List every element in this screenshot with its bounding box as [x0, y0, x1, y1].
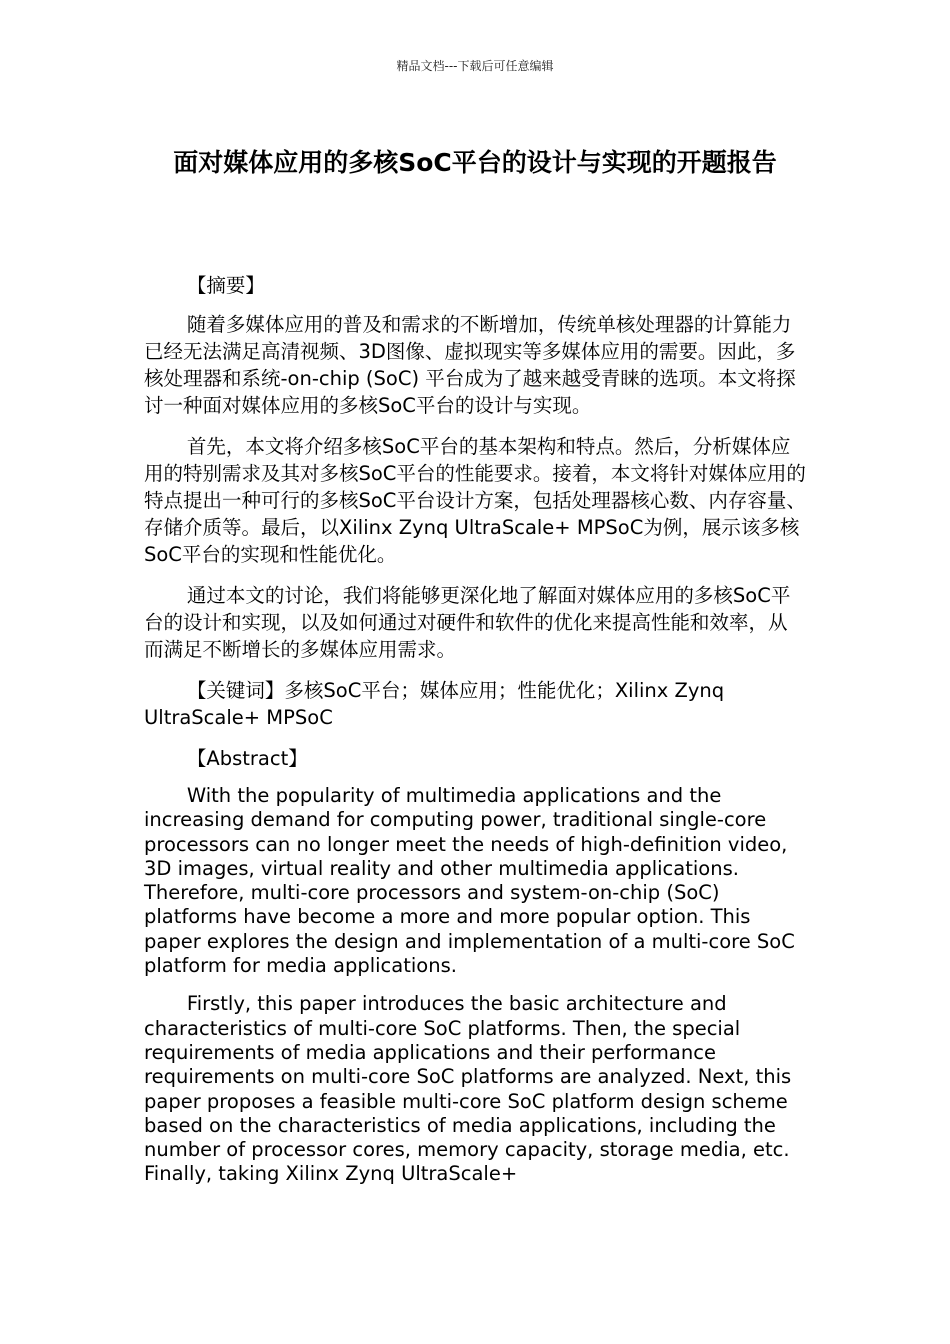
abstract-cn-paragraph-2: 首先，本文将介绍多核SoC平台的基本架构和特点。然后，分析媒体应用的特别需求及其对多核SoC平台的性能要求。接着，本文将针对媒体应用的特点提出一种可行的多核SoC平台设计方案，包括处理器核心数、内存容量、存储介质等。最后，以Xilinx Zynq UltraScale+ MPSoC为例，展示该多核SoC平台的实现和性能优化。	[144, 435, 806, 566]
abstract-cn-paragraph-3: 通过本文的讨论，我们将能够更深化地了解面对媒体应用的多核SoC平台的设计和实现，以及如何通过对硬件和软件的优化来提高性能和效率，从而满足不断增长的多媒体应用需求。	[144, 584, 791, 661]
keywords: 【关键词】多核SoC平台；媒体应用；性能优化；Xilinx Zynq UltraScale+ MPSoC	[144, 679, 725, 729]
document-title: 面对媒体应用的多核SoC平台的设计与实现的开题报告	[173, 148, 777, 177]
abstract-en-paragraph-1: With the popularity of multimedia applications and the increasing demand for computing power, traditional single-core processors can no longer meet the needs of high-definition video, 3D images, virtual reality and other multimedia applications. Therefore, multi-core processors and system-on-chip (SoC) platforms have become a more and more popular option. This paper explores the design and implementation of a multi-core SoC platform for media applications.	[144, 784, 795, 978]
abstract-cn-paragraph-1: 随着多媒体应用的普及和需求的不断增加，传统单核处理器的计算能力已经无法满足高清视频、3D图像、虚拟现实等多媒体应用的需要。因此，多核处理器和系统-on-chip (SoC) 平台成为了越来越受青睐的选项。本文将探讨一种面对媒体应用的多核SoC平台的设计与实现。	[144, 313, 796, 417]
abstract-en-heading: 【Abstract】	[186, 747, 308, 770]
abstract-en-paragraph-2: Firstly, this paper introduces the basic architecture and characteristics of multi-core SoC platforms. Then, the special requirements of media applications and their performance requirements on multi-core SoC platforms are analyzed. Next, this paper proposes a feasible multi-core SoC platform design scheme based on the characteristics of media applications, including the number of processor cores, memory capacity, storage media, etc. Finally, taking Xilinx Zynq UltraScale+	[144, 992, 792, 1186]
abstract-cn-heading: 【摘要】	[186, 274, 265, 297]
document-body	[144, 272, 806, 1201]
page-header-note: 精品文档---下载后可任意编辑	[396, 59, 554, 73]
